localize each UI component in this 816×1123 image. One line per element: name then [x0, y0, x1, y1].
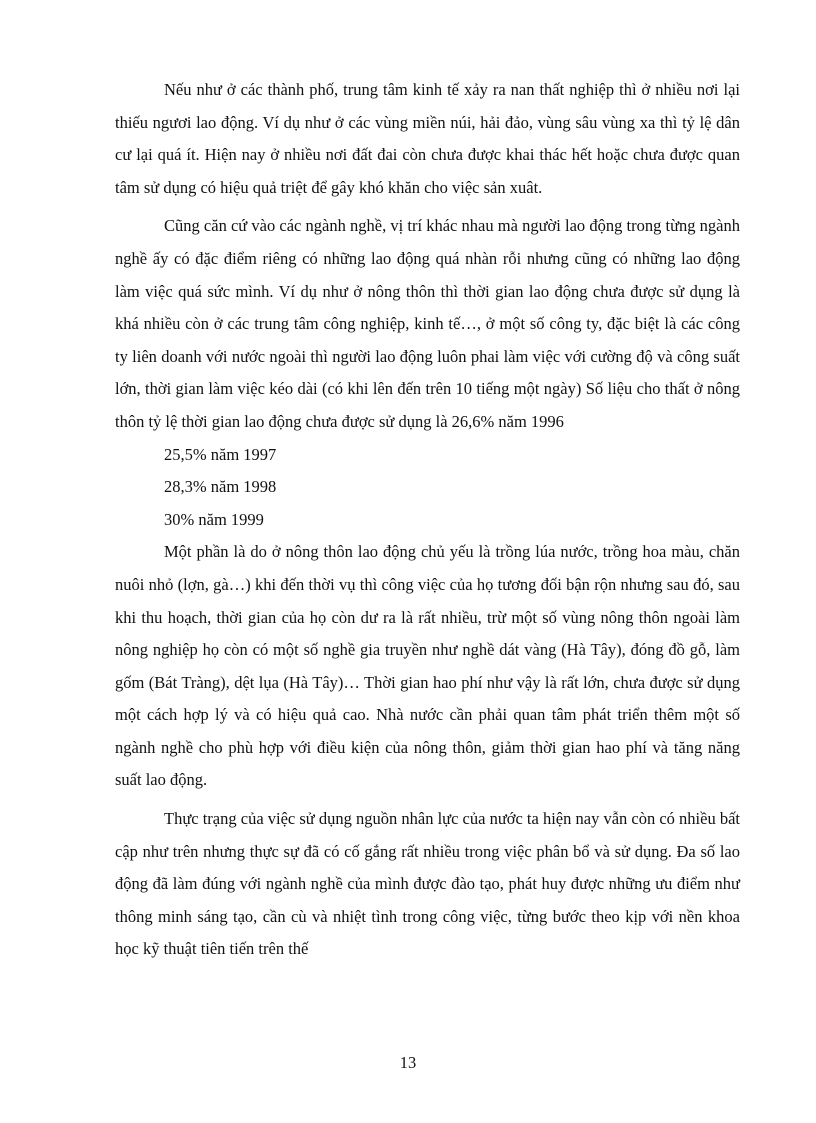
page-number: 13 — [399, 1053, 417, 1072]
paragraph-labor-shortage: Nếu như ở các thành phố, trung tâm kinh tế xảy ra nan thất nghiệp thì ở nhiều nơi lại thiếu ngươi lao động. Ví dụ như ở các vùng miền núi, hải đảo, vùng sâu vùng xa thì tỷ lệ dân cư lại quá ít. Hiện nay ở nhiều nơi đất đai còn chưa được khai thác hết hoặc chưa được quan tâm sử dụng có hiệu quả triệt để gây khó khăn cho việc sản xuât. — [115, 80, 740, 197]
paragraph-sector-differences: Cũng căn cứ vào các ngành nghề, vị trí khác nhau mà người lao động trong từng ngành nghề ấy có đặc điểm riêng có những lao động quá nhàn rỗi nhưng cũng có những lao động làm việc quá sức mình. Ví dụ như ở nông thôn thì thời gian lao động chưa được sử dụng là khá nhiều còn ở các trung tâm công nghiệp, kinh tế…, ở một số công ty, đặc biệt là các công ty liên doanh với nước ngoài thì người lao động luôn phai làm việc với cường độ và công suất lớn, thời gian làm việc kéo dài (có khi lên đến trên 10 tiếng một ngày) Số liệu cho thất ở nông thôn tỷ lệ thời gian lao động chưa được sử dụng là 26,6% năm 1996 — [115, 216, 740, 431]
paragraph-rural-labor: Một phần là do ở nông thôn lao động chủ yếu là trồng lúa nước, trồng hoa màu, chăn nuôi nhỏ (lợn, gà…) khi đến thời vụ thì công việc của họ tương đối bận rộn nhưng sau đó, sau khi thu hoạch, thời gian của họ còn dư ra là rất nhiều, trừ một số vùng nông thôn ngoài làm nông nghiệp họ còn có một số nghề gia truyền như nghề dát vàng (Hà Tây), đóng đồ gỗ, làm gốm (Bát Tràng), dệt lụa (Hà Tây)… Thời gian hao phí như vậy là rất lớn, chưa được sử dụng một cách hợp lý và có hiệu quả cao. Nhà nước cần phải quan tâm phát triển thêm một số ngành nghề cho phù hợp với điều kiện của nông thôn, giảm thời gian hao phí và tăng năng suất lao động. — [115, 542, 740, 790]
paragraph-current-state: Thực trạng của việc sử dụng nguồn nhân lực của nước ta hiện nay vẫn còn có nhiều bất cập như trên nhưng thực sự đã có cố gắng rất nhiều trong việc phân bổ và sử dụng. Đa số lao động đã làm đúng với ngành nghề của mình được đào tạo, phát huy được những ưu điểm như thông minh sáng tạo, cần cù và nhiệt tình trong công việc, từng bước theo kịp với nền khoa học kỹ thuật tiên tiến trên thế — [115, 809, 740, 959]
stat-1998: 28,3% năm 1998 — [164, 477, 277, 497]
body-text — [115, 74, 740, 966]
stat-1999: 30% năm 1999 — [164, 509, 264, 529]
stat-1997: 25,5% năm 1997 — [164, 444, 277, 464]
